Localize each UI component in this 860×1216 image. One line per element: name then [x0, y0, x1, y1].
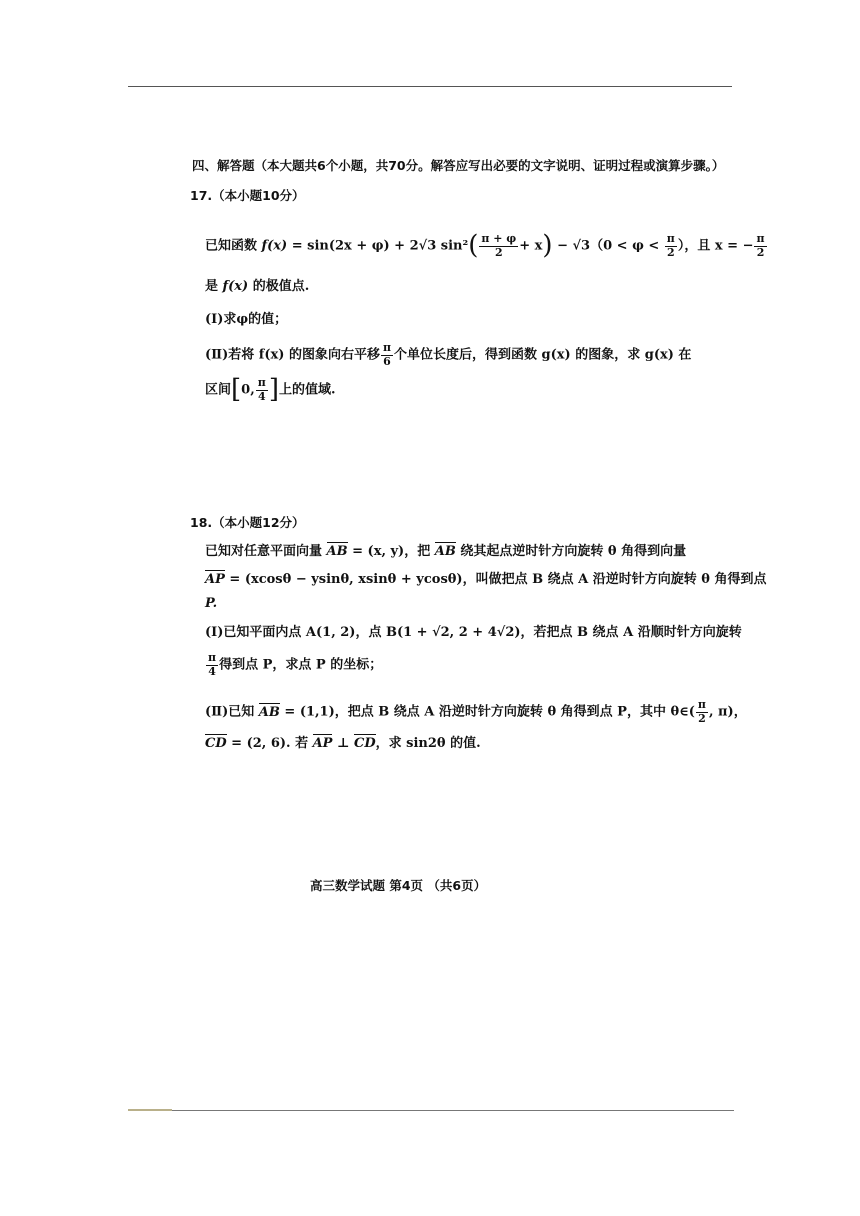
- q17-frac3: [754, 233, 766, 259]
- q17-part2-frac-num: π: [382, 341, 392, 354]
- q17-lparen: (: [468, 230, 479, 261]
- q17-sin2: sin²: [436, 238, 469, 254]
- q18-part1-line2: [205, 652, 382, 678]
- section-header: 四、解答题（本大题共6个小题，共70分。解答应写出必要的文字说明、证明过程或演算步骤。）: [192, 158, 725, 173]
- bottom-rule-accent: [128, 1109, 172, 1111]
- q18-vec-ab: AB: [326, 544, 348, 559]
- q17-minus-sqrt3: − √3（0 < φ <: [552, 238, 664, 254]
- q17-interval-frac: [256, 377, 268, 403]
- q17-title: 17.（本小题10分）: [190, 188, 305, 203]
- q18-part1-frac-den: 4: [208, 664, 216, 678]
- q17-line2-prefix: 是: [205, 279, 223, 294]
- bottom-rule: [128, 1110, 734, 1111]
- q17-stem-line1: [205, 230, 768, 261]
- q18-line1-a: 已知对任意平面向量: [205, 544, 327, 559]
- q18-part2-d: = (2, 6). 若: [226, 736, 313, 751]
- q18-line1-b: = (x, y)，把: [347, 544, 435, 559]
- q17-part2-frac-den: 6: [383, 354, 391, 368]
- q18-part1-frac: [206, 652, 218, 678]
- q18-part2-frac: [696, 699, 708, 725]
- q18-part2-b: = (1,1)，把点 B 绕点 A 沿逆时针方向旋转 θ 角得到点 P，其中 θ∈(: [279, 704, 695, 720]
- q18-vec-cd: CD: [205, 736, 227, 751]
- q17-part2-c: 区间: [205, 382, 232, 398]
- q17-interval-frac-den: 4: [257, 389, 266, 403]
- q17-fx: f(x): [261, 238, 288, 254]
- q18-line2-text: = (xcosθ − ysinθ, xsinθ + ycosθ)，叫做把点 B 绕点 A 沿逆时针方向旋转 θ 角得到点: [224, 572, 767, 587]
- q18-part2-c: , π)，: [708, 704, 747, 720]
- q18-part2-line1: [205, 699, 747, 725]
- q17-frac3-den: 2: [756, 245, 765, 259]
- q18-part2-a: (Ⅱ)已知: [205, 704, 259, 720]
- q17-interval-frac-num: π: [257, 376, 266, 389]
- q17-frac1: [479, 233, 518, 259]
- q18-part1-line1: (Ⅰ)已知平面内点 A(1, 2)，点 B(1 + √2, 2 + 4√2)，若把点 B 绕点 A 沿顺时针方向旋转: [205, 625, 742, 640]
- q17-rparen: ): [542, 230, 553, 261]
- q17-sqrt3: √3: [418, 238, 437, 254]
- q17-frac2-den: 2: [667, 245, 675, 259]
- q17-frac2: [665, 233, 677, 259]
- q17-frac3-num: π: [756, 232, 765, 245]
- q17-part2-line1: [205, 342, 691, 368]
- q17-interval-a: 0,: [241, 382, 255, 398]
- q17-lbracket: [: [231, 374, 242, 405]
- q18-part2-line2: [205, 737, 481, 750]
- q17-part2-frac: [381, 342, 393, 368]
- q18-part1-b: 得到点 P，求点 P 的坐标；: [219, 657, 383, 673]
- q18-part2-frac-den: 2: [698, 711, 706, 725]
- q17-stem-line2: [205, 280, 309, 293]
- q18-vec-ab-2: AB: [434, 544, 456, 559]
- top-rule: [128, 86, 732, 87]
- q18-part2-vec-ab: AB: [258, 704, 280, 720]
- q17-eq-part1: = sin(2x + φ) + 2: [287, 238, 419, 254]
- q17-cond-tail: ），且 x = −: [677, 238, 754, 254]
- q18-part2-f: ，求 sin2θ 的值.: [375, 736, 481, 751]
- q17-frac1-den: 2: [494, 245, 503, 259]
- q17-part2-b: 个单位长度后，得到函数 g(x) 的图象，求 g(x) 在: [394, 347, 692, 363]
- q17-rbracket: ]: [268, 374, 279, 405]
- q17-part1: (Ⅰ)求φ的值；: [205, 312, 288, 327]
- q17-line2-fx: f(x): [222, 279, 249, 294]
- q18-part2-frac-num: π: [697, 698, 706, 711]
- q17-frac2-num: π: [666, 232, 675, 245]
- q17-part2-d: 上的值域.: [278, 382, 336, 398]
- page-footer: 高三数学试题 第4页 （共6页）: [310, 878, 487, 893]
- q18-line1: [205, 545, 686, 558]
- q18-part2-e: ⊥: [332, 736, 354, 751]
- q17-line2-suffix: 的极值点.: [248, 279, 310, 294]
- q17-part2-line2: [205, 374, 336, 405]
- q18-part2-vec-cd: CD: [354, 736, 376, 751]
- q18-line3: P.: [205, 596, 218, 611]
- q18-title: 18.（本小题12分）: [190, 515, 305, 530]
- q18-part1-frac-num: π: [208, 651, 217, 664]
- q17-frac1-num: π + φ: [481, 232, 517, 245]
- q18-line2: [205, 573, 766, 586]
- q18-line1-c: 绕其起点逆时针方向旋转 θ 角得到向量: [455, 544, 687, 559]
- q18-vec-ap: AP: [205, 572, 225, 587]
- q17-plus-x: + x: [519, 238, 543, 254]
- q17-stem-prefix: 已知函数: [205, 238, 258, 254]
- q18-part2-vec-ap: AP: [312, 736, 333, 751]
- q17-part2-a: (Ⅱ)若将 f(x) 的图象向右平移: [205, 347, 380, 363]
